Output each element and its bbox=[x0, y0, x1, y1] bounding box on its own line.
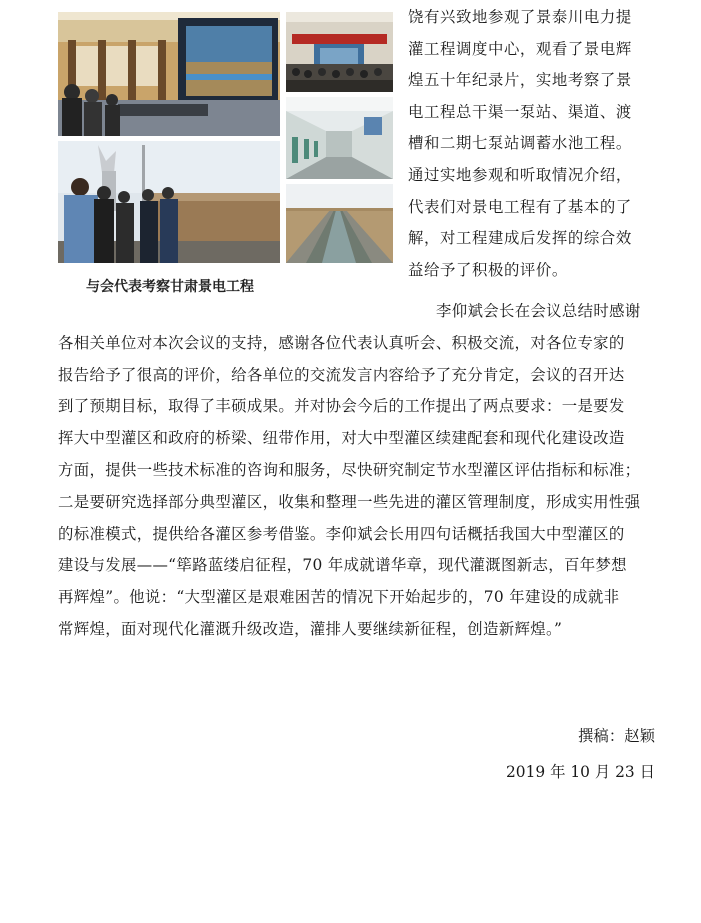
text-line: 益给予了积极的评价。 bbox=[408, 260, 568, 279]
photo-water-channel bbox=[286, 184, 393, 263]
text-line: 各相关单位对本次会议的支持，感谢各位代表认真听会、积极交流，对各位专家的 bbox=[58, 333, 625, 352]
dispatch-center-image bbox=[58, 12, 280, 136]
photo-meeting-room bbox=[286, 12, 393, 92]
pump-station-image bbox=[286, 97, 393, 179]
text-line: 饶有兴致地参观了景泰川电力提 bbox=[408, 8, 632, 26]
author-byline: 撰稿：赵颖 bbox=[578, 727, 655, 745]
text-line: 李仰斌会长在会议总结时感谢 bbox=[436, 302, 641, 320]
text-line: 煌五十年纪录片，实地考察了景 bbox=[408, 71, 632, 90]
text-line: 二是要研究选择部分典型灌区，收集和整理一些先进的灌区管理制度，形成实用性强 bbox=[58, 492, 641, 511]
text-line: 报告给予了很高的评价，给各单位的交流发言内容给予了充分肯定，会议的召开达 bbox=[58, 365, 625, 384]
text-line: 解，对工程建成后发挥的综合效 bbox=[408, 229, 632, 248]
side-column-text bbox=[408, 2, 660, 286]
photo-pump-station bbox=[286, 97, 393, 179]
main-paragraph bbox=[58, 296, 658, 646]
photo-caption: 与会代表考察甘肃景电工程 bbox=[86, 279, 254, 295]
text-line: 方面，提供一些技术标准的咨询和服务，尽快研究制定节水型灌区评估指标和标准； bbox=[58, 460, 641, 479]
photo-canal-visit bbox=[58, 141, 280, 263]
text-line: 建设与发展——“筚路蓝缕启征程，70 年成就谱华章，现代灌溉图新志，百年梦想 bbox=[58, 556, 627, 575]
text-line: 电工程总干渠一泵站、渠道、渡 bbox=[408, 102, 632, 121]
text-line: 代表们对景电工程有了基本的了 bbox=[408, 197, 632, 216]
text-line: 挥大中型灌区和政府的桥梁、纽带作用，对大中型灌区续建配套和现代化建设改造 bbox=[58, 429, 625, 448]
text-line: 常辉煌，面对现代化灌溉升级改造，灌排人要继续新征程，创造新辉煌。” bbox=[58, 619, 563, 638]
photo-dispatch-center bbox=[58, 12, 280, 136]
water-channel-image bbox=[286, 184, 393, 263]
text-line: 通过实地参观和听取情况介绍， bbox=[408, 165, 632, 184]
text-line: 到了预期目标，取得了丰硕成果。并对协会今后的工作提出了两点要求：一是要发 bbox=[58, 397, 625, 416]
text-line: 槽和二期七泵站调蓄水池工程。 bbox=[408, 134, 632, 153]
publish-date: 2019 年 10 月 23 日 bbox=[506, 763, 655, 781]
text-line: 的标准模式，提供给各灌区参考借鉴。李仰斌会长用四句话概括我国大中型灌区的 bbox=[58, 524, 625, 543]
meeting-room-image bbox=[286, 12, 393, 92]
text-line: 再辉煌”。他说：“大型灌区是艰难困苦的情况下开始起步的，70 年建设的成就非 bbox=[58, 588, 620, 607]
text-line: 灌工程调度中心，观看了景电辉 bbox=[408, 39, 632, 58]
canal-visit-image bbox=[58, 141, 280, 263]
